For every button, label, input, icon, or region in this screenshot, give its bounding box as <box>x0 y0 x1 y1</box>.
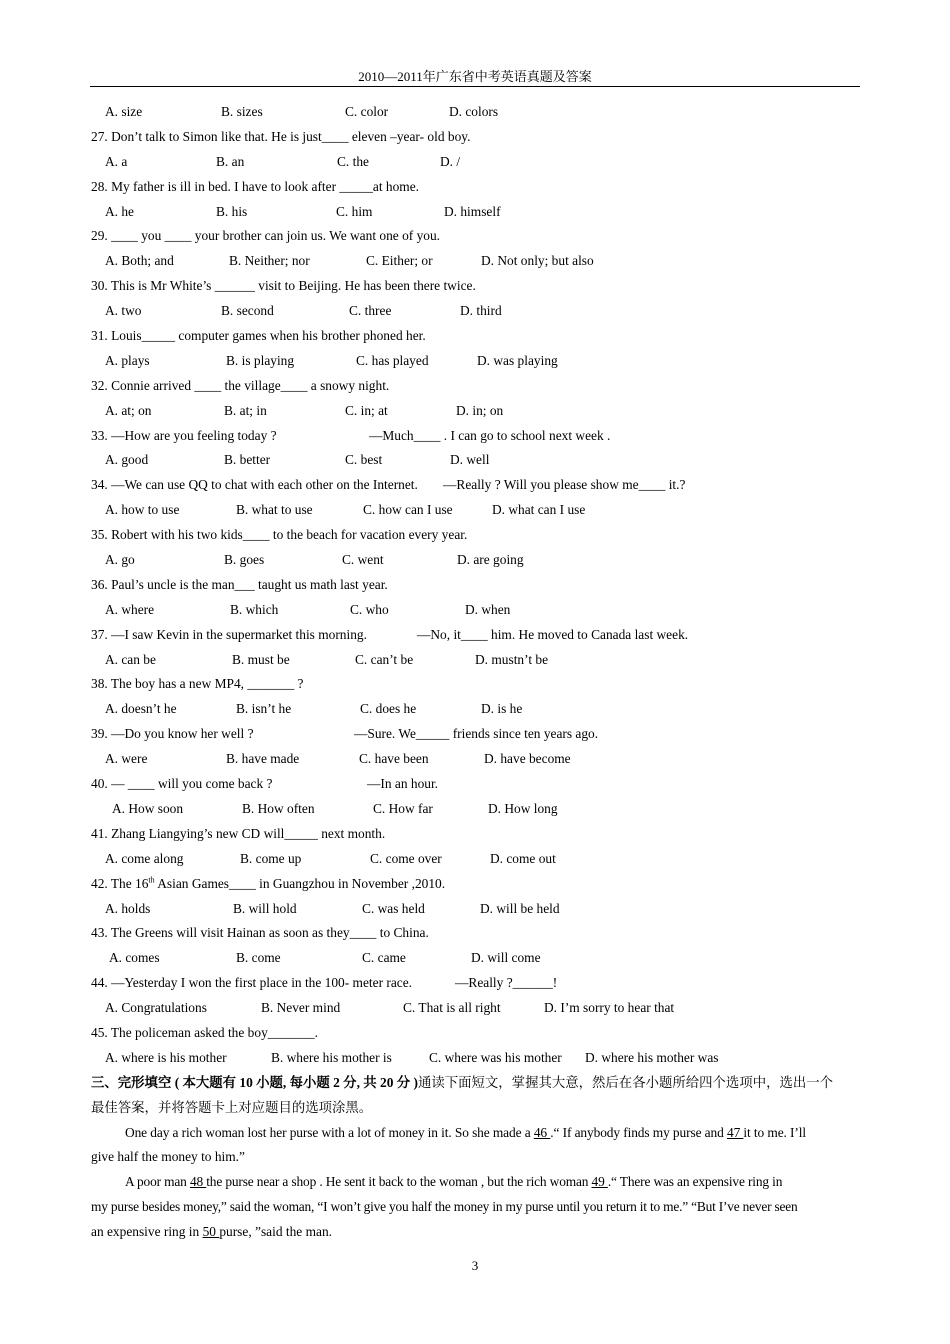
question-stem <box>91 523 859 548</box>
question-list <box>91 125 859 1071</box>
question-text: 44. —Yesterday I won the first place in the 100- meter race. <box>91 975 413 991</box>
option-d: D. are going <box>457 552 524 568</box>
option-c: C. who <box>350 601 389 617</box>
options-row-26 <box>91 100 859 125</box>
question-stem <box>91 374 859 399</box>
question-stem <box>91 224 859 249</box>
superscript: th <box>148 875 155 885</box>
options-row <box>91 498 859 523</box>
option-d: D. will be held <box>480 900 560 916</box>
option-a: A. good <box>105 452 149 468</box>
passage-line <box>91 1121 859 1146</box>
options-row <box>91 349 859 374</box>
question-text: 30. This is Mr White’s ______ visit to Beijing. He has been there twice. <box>91 278 476 294</box>
question-stem <box>91 1021 859 1046</box>
passage-text: .“ If anybody finds my purse and <box>550 1124 727 1140</box>
question-stem <box>91 623 859 648</box>
option-b: B. Never mind <box>261 1000 341 1016</box>
option-b: B. at; in <box>224 402 267 418</box>
option-b: B. will hold <box>233 900 297 916</box>
options-row <box>91 847 859 872</box>
question-reply: —Much____ . I can go to school next week . <box>369 427 611 443</box>
question-text: 40. — ____ will you come back ? <box>91 776 273 792</box>
option-b: B. Neither; nor <box>229 253 310 269</box>
option-b: B. must be <box>232 651 290 667</box>
option-c: C. has played <box>356 352 429 368</box>
option-a: A. where <box>105 601 155 617</box>
option-d: D. well <box>450 452 490 468</box>
question-stem <box>91 722 859 747</box>
blank-46: 46 <box>533 1124 551 1140</box>
question-stem <box>91 921 859 946</box>
question-text: 31. Louis_____ computer games when his brother phoned her. <box>91 328 426 344</box>
question-stem <box>91 822 859 847</box>
option-c: C. went <box>342 552 384 568</box>
question-stem <box>91 473 859 498</box>
option-c: C. can’t be <box>355 651 414 667</box>
option-d: D. How long <box>488 800 558 816</box>
question-text: 38. The boy has a new MP4, _______ ? <box>91 676 304 692</box>
option-d: D. come out <box>490 850 556 866</box>
passage-text: .“ There was an expensive ring in <box>607 1174 783 1190</box>
question-stem <box>91 274 859 299</box>
options-row <box>91 448 859 473</box>
question-text: 43. The Greens will visit Hainan as soon as they____ to China. <box>91 925 429 941</box>
question-reply: —Really ? Will you please show me____ it.? <box>443 477 686 493</box>
option-a: A. How soon <box>112 800 184 816</box>
option-d: D. I’m sorry to hear that <box>544 1000 675 1016</box>
option-c: C. does he <box>360 701 417 717</box>
passage-text: One day a rich woman lost her purse with a lot of money in it. So she made a <box>125 1124 534 1140</box>
option-b: B. goes <box>224 552 265 568</box>
option-c: C. That is all right <box>403 1000 501 1016</box>
question-reply: —Really ?______! <box>455 975 558 991</box>
question-text: 33. —How are you feeling today ? <box>91 427 277 443</box>
options-row <box>91 747 859 772</box>
option-d: D. where his mother was <box>585 1049 719 1065</box>
option-a: A. how to use <box>105 502 180 518</box>
passage-text: it to me. I’ll <box>743 1124 806 1140</box>
question-stem <box>91 573 859 598</box>
question-stem <box>91 772 859 797</box>
question-text: 28. My father is ill in bed. I have to look after _____at home. <box>91 178 419 194</box>
option-a: A. two <box>105 303 142 319</box>
page-header: 2010—2011年广东省中考英语真题及答案 <box>90 66 860 87</box>
option-a: A. can be <box>105 651 156 667</box>
question-stem <box>91 872 859 897</box>
question-reply: —In an hour. <box>367 776 439 792</box>
options-row <box>91 249 859 274</box>
option-b: B. come <box>236 950 281 966</box>
option-b: B. better <box>224 452 271 468</box>
option-a: A. Both; and <box>105 253 174 269</box>
option-c: C. came <box>362 950 406 966</box>
passage-text: purse, ”said the man. <box>219 1224 332 1240</box>
options-row <box>91 897 859 922</box>
blank-49: 49 <box>591 1174 608 1190</box>
options-row <box>91 399 859 424</box>
option-d: D. himself <box>444 203 501 219</box>
option-c: C. color <box>345 104 389 119</box>
options-row <box>91 598 859 623</box>
section-instructions-line-2: 最佳答案，并将答题卡上对应题目的选项涂黑。 <box>91 1099 373 1115</box>
question-text: 32. Connie arrived ____ the village____ a snowy night. <box>91 377 390 393</box>
option-a: A. plays <box>105 352 150 368</box>
passage-text: the purse near a shop . He sent it back to the woman , but the rich woman <box>206 1174 592 1190</box>
options-row <box>91 548 859 573</box>
option-d: D. have become <box>484 751 571 767</box>
option-c: C. was held <box>362 900 425 916</box>
passage-text: an expensive ring in <box>91 1224 203 1240</box>
option-a: A. size <box>105 104 143 119</box>
option-b: B. his <box>216 203 248 219</box>
option-c: C. him <box>336 203 373 219</box>
question-text: 45. The policeman asked the boy_______. <box>91 1024 318 1040</box>
option-d: D. in; on <box>456 402 504 418</box>
option-d: D. was playing <box>477 352 558 368</box>
option-c: C. How far <box>373 800 433 816</box>
option-b: B. have made <box>226 751 300 767</box>
option-a: A. holds <box>105 900 151 916</box>
option-d: D. is he <box>481 701 523 717</box>
question-text: 42. The 16 <box>91 875 149 891</box>
question-stem <box>91 125 859 150</box>
option-c: C. come over <box>370 850 442 866</box>
option-a: A. Congratulations <box>105 1000 207 1016</box>
option-b: B. where his mother is <box>271 1049 392 1065</box>
question-text: 41. Zhang Liangying’s new CD will_____ next month. <box>91 825 386 841</box>
option-b: B. come up <box>240 850 302 866</box>
option-b: B. sizes <box>221 104 263 119</box>
option-a: A. doesn’t he <box>105 701 177 717</box>
question-stem <box>91 672 859 697</box>
options-row <box>91 200 859 225</box>
option-c: C. three <box>349 303 392 319</box>
blank-50: 50 <box>202 1224 220 1240</box>
blank-48: 48 <box>189 1174 207 1190</box>
question-text: 34. —We can use QQ to chat with each other on the Internet. <box>91 477 418 493</box>
option-c: C. how can I use <box>363 502 453 518</box>
option-d: D. will come <box>471 950 541 966</box>
page-number: 3 <box>471 1258 479 1273</box>
option-d: D. colors <box>449 104 499 119</box>
section-instructions: 通读下面短文，掌握其大意，然后在各小题所给四个选项中，选出一个 <box>417 1074 834 1090</box>
option-c: C. where was his mother <box>429 1049 562 1065</box>
option-a: A. were <box>105 751 148 767</box>
question-stem <box>91 175 859 200</box>
option-c: C. have been <box>359 751 429 767</box>
page-content <box>91 100 859 1245</box>
question-text: 35. Robert with his two kids____ to the beach for vacation every year. <box>91 527 468 543</box>
option-a: A. he <box>105 203 135 219</box>
section-title: 三、完形填空 ( 本大题有 10 小题, 每小题 2 分, 共 20 分 ) <box>91 1074 418 1090</box>
option-b: B. what to use <box>236 502 313 518</box>
option-c: C. Either; or <box>366 253 433 269</box>
question-text: 37. —I saw Kevin in the supermarket this morning. <box>91 626 367 642</box>
question-text: 36. Paul’s uncle is the man___ taught us math last year. <box>91 576 388 592</box>
question-stem <box>91 324 859 349</box>
options-row <box>91 1046 859 1071</box>
blank-47: 47 <box>726 1124 744 1140</box>
question-reply: —No, it____ him. He moved to Canada last week. <box>417 626 689 642</box>
option-d: D. when <box>465 601 511 617</box>
options-row <box>91 946 859 971</box>
question-reply: —Sure. We_____ friends since ten years ago. <box>354 726 599 742</box>
option-a: A. a <box>105 153 128 169</box>
option-c: C. best <box>345 452 383 468</box>
question-text: 29. ____ you ____ your brother can join us. We want one of you. <box>91 228 441 244</box>
passage-text: A poor man <box>125 1174 190 1190</box>
question-stem <box>91 971 859 996</box>
passage-line: my purse besides money,” said the woman, “I won’t give you half the money in my purse until you return it to me.” “But I’ve never seen <box>91 1199 798 1215</box>
option-b: B. isn’t he <box>236 701 292 717</box>
question-text: Asian Games____ in Guangzhou in November ,2010. <box>154 875 446 891</box>
option-a: A. where is his mother <box>105 1049 227 1065</box>
option-d: D. what can I use <box>492 502 586 518</box>
option-b: B. an <box>216 153 245 169</box>
option-b: B. second <box>221 303 274 319</box>
options-row <box>91 648 859 673</box>
passage-line <box>91 1220 859 1245</box>
option-d: D. third <box>460 303 502 319</box>
option-b: B. is playing <box>226 352 295 368</box>
question-text: 27. Don’t talk to Simon like that. He is just____ eleven –year- old boy. <box>91 128 471 144</box>
question-text: 39. —Do you know her well ? <box>91 726 254 742</box>
section-heading-line <box>91 1071 859 1096</box>
option-b: B. How often <box>242 800 315 816</box>
option-a: A. go <box>105 552 135 568</box>
option-a: A. comes <box>109 950 160 966</box>
options-row <box>91 150 859 175</box>
options-row <box>91 797 859 822</box>
option-d: D. Not only; but also <box>481 253 594 269</box>
option-c: C. the <box>337 153 369 169</box>
passage-line <box>91 1170 859 1195</box>
passage-line: give half the money to him.” <box>91 1149 245 1165</box>
option-d: D. / <box>440 153 461 169</box>
option-a: A. at; on <box>105 402 152 418</box>
options-row <box>91 697 859 722</box>
option-c: C. in; at <box>345 402 388 418</box>
option-b: B. which <box>230 601 279 617</box>
question-stem <box>91 424 859 449</box>
option-a: A. come along <box>105 850 184 866</box>
option-d: D. mustn’t be <box>475 651 549 667</box>
options-row <box>91 996 859 1021</box>
options-row <box>91 299 859 324</box>
